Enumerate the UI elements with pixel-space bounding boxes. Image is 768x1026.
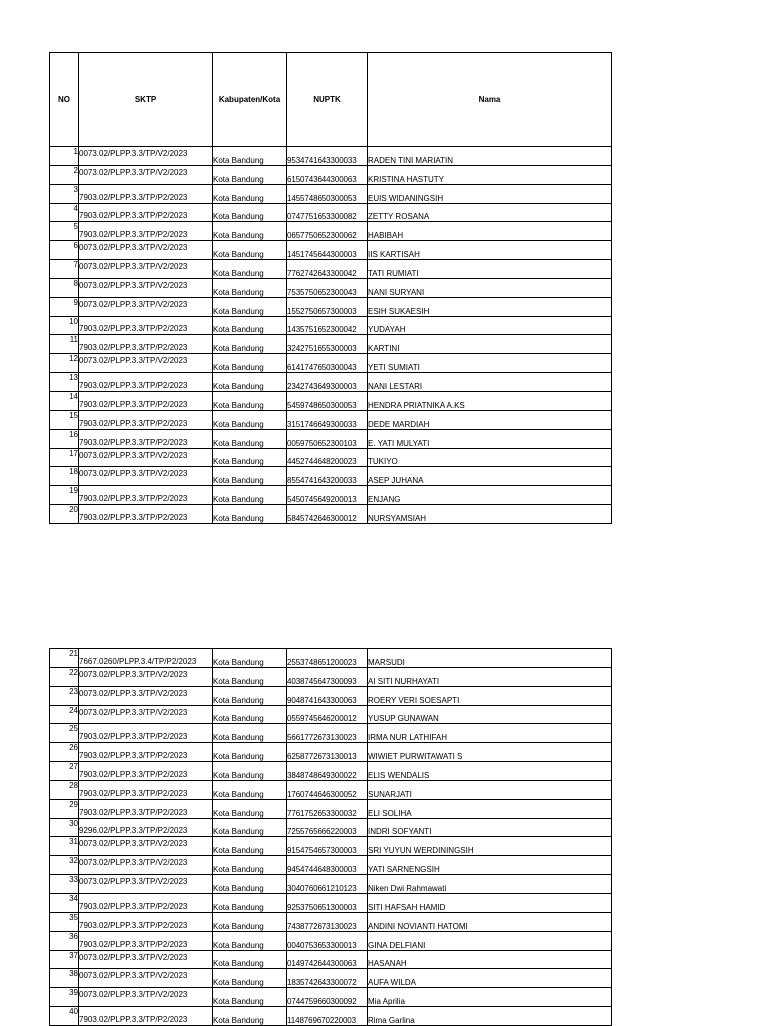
cell-nama: E. YATI MULYATI <box>368 429 612 448</box>
table-row <box>50 505 612 524</box>
table-row <box>50 875 612 894</box>
cell-nuptk: 4038745647300093 <box>287 667 368 686</box>
cell-sktp: 0073.02/PLPP.3.3/TP/V2/2023 <box>79 875 213 894</box>
cell-no: 8 <box>50 278 79 297</box>
cell-kabupaten: Kota Bandung <box>213 297 287 316</box>
cell-no: 12 <box>50 354 79 373</box>
cell-nama: ROERY VERI SOESAPTI <box>368 686 612 705</box>
cell-no: 17 <box>50 448 79 467</box>
cell-nuptk: 0059750652300103 <box>287 429 368 448</box>
cell-kabupaten: Kota Bandung <box>213 743 287 762</box>
table-row <box>50 448 612 467</box>
table-row <box>50 486 612 505</box>
cell-sktp: 0073.02/PLPP.3.3/TP/V2/2023 <box>79 667 213 686</box>
cell-kabupaten: Kota Bandung <box>213 1007 287 1026</box>
cell-sktp: 0073.02/PLPP.3.3/TP/V2/2023 <box>79 448 213 467</box>
cell-nama: RADEN TINI MARIATIN <box>368 147 612 166</box>
header-no: NO <box>50 53 79 147</box>
table-row <box>50 649 612 668</box>
header-kabupaten: Kabupaten/Kota <box>213 53 287 147</box>
cell-nama: ESIH SUKAESIH <box>368 297 612 316</box>
cell-kabupaten: Kota Bandung <box>213 260 287 279</box>
cell-nama: NANI LESTARI <box>368 373 612 392</box>
teacher-table-1 <box>49 52 612 524</box>
cell-nuptk: 2553748651200023 <box>287 649 368 668</box>
cell-nuptk: 7761752653300032 <box>287 799 368 818</box>
cell-nama: SRI YUYUN WERDININGSIH <box>368 837 612 856</box>
cell-no: 28 <box>50 780 79 799</box>
cell-kabupaten: Kota Bandung <box>213 837 287 856</box>
cell-nama: HASANAH <box>368 950 612 969</box>
cell-kabupaten: Kota Bandung <box>213 875 287 894</box>
cell-nuptk: 5845742646300012 <box>287 505 368 524</box>
cell-kabupaten: Kota Bandung <box>213 278 287 297</box>
cell-sktp: 0073.02/PLPP.3.3/TP/V2/2023 <box>79 705 213 724</box>
table-row <box>50 297 612 316</box>
cell-sktp: 0073.02/PLPP.3.3/TP/V2/2023 <box>79 467 213 486</box>
cell-kabupaten: Kota Bandung <box>213 241 287 260</box>
cell-nuptk: 0149742644300063 <box>287 950 368 969</box>
cell-no: 11 <box>50 335 79 354</box>
table-row <box>50 147 612 166</box>
cell-nuptk: 4452744648200023 <box>287 448 368 467</box>
table-row <box>50 467 612 486</box>
cell-kabupaten: Kota Bandung <box>213 335 287 354</box>
cell-sktp: 0073.02/PLPP.3.3/TP/V2/2023 <box>79 147 213 166</box>
cell-sktp: 7903.02/PLPP.3.3/TP/P2/2023 <box>79 203 213 222</box>
cell-nuptk: 1760744646300052 <box>287 780 368 799</box>
table-row <box>50 686 612 705</box>
cell-sktp: 7903.02/PLPP.3.3/TP/P2/2023 <box>79 410 213 429</box>
cell-no: 19 <box>50 486 79 505</box>
cell-sktp: 0073.02/PLPP.3.3/TP/V2/2023 <box>79 969 213 988</box>
cell-sktp: 7903.02/PLPP.3.3/TP/P2/2023 <box>79 931 213 950</box>
cell-no: 22 <box>50 667 79 686</box>
cell-sktp: 7903.02/PLPP.3.3/TP/P2/2023 <box>79 724 213 743</box>
table-row <box>50 241 612 260</box>
header-nama: Nama <box>368 53 612 147</box>
cell-nama: NURSYAMSIAH <box>368 505 612 524</box>
cell-kabupaten: Kota Bandung <box>213 856 287 875</box>
cell-kabupaten: Kota Bandung <box>213 429 287 448</box>
table-row <box>50 969 612 988</box>
cell-no: 30 <box>50 818 79 837</box>
cell-nama: INDRI SOFYANTI <box>368 818 612 837</box>
table-row <box>50 705 612 724</box>
cell-no: 14 <box>50 391 79 410</box>
cell-nuptk: 6141747650300043 <box>287 354 368 373</box>
cell-kabupaten: Kota Bandung <box>213 373 287 392</box>
cell-nuptk: 1435751652300042 <box>287 316 368 335</box>
header-row <box>50 53 612 147</box>
cell-sktp: 0073.02/PLPP.3.3/TP/V2/2023 <box>79 297 213 316</box>
cell-no: 39 <box>50 988 79 1007</box>
cell-kabupaten: Kota Bandung <box>213 705 287 724</box>
cell-no: 16 <box>50 429 79 448</box>
cell-nama: YUDAYAH <box>368 316 612 335</box>
cell-kabupaten: Kota Bandung <box>213 649 287 668</box>
cell-nuptk: 5450745649200013 <box>287 486 368 505</box>
cell-nama: DEDE MARDIAH <box>368 410 612 429</box>
cell-kabupaten: Kota Bandung <box>213 969 287 988</box>
cell-nuptk: 7535750652300043 <box>287 278 368 297</box>
table-row <box>50 837 612 856</box>
cell-no: 4 <box>50 203 79 222</box>
table-row <box>50 184 612 203</box>
cell-no: 10 <box>50 316 79 335</box>
cell-nama: KRISTINA HASTUTY <box>368 165 612 184</box>
cell-sktp: 7903.02/PLPP.3.3/TP/P2/2023 <box>79 780 213 799</box>
cell-no: 5 <box>50 222 79 241</box>
table-row <box>50 278 612 297</box>
cell-kabupaten: Kota Bandung <box>213 893 287 912</box>
cell-kabupaten: Kota Bandung <box>213 467 287 486</box>
table-row <box>50 950 612 969</box>
cell-kabupaten: Kota Bandung <box>213 316 287 335</box>
cell-no: 1 <box>50 147 79 166</box>
cell-sktp: 0073.02/PLPP.3.3/TP/V2/2023 <box>79 988 213 1007</box>
cell-nuptk: 9154754657300003 <box>287 837 368 856</box>
cell-nuptk: 9048741643300063 <box>287 686 368 705</box>
table-row <box>50 856 612 875</box>
cell-sktp: 7903.02/PLPP.3.3/TP/P2/2023 <box>79 486 213 505</box>
cell-kabupaten: Kota Bandung <box>213 799 287 818</box>
cell-sktp: 7903.02/PLPP.3.3/TP/P2/2023 <box>79 1007 213 1026</box>
cell-no: 37 <box>50 950 79 969</box>
cell-kabupaten: Kota Bandung <box>213 762 287 781</box>
cell-no: 3 <box>50 184 79 203</box>
cell-kabupaten: Kota Bandung <box>213 505 287 524</box>
table-row <box>50 1007 612 1026</box>
cell-nuptk: 9253750651300003 <box>287 893 368 912</box>
cell-nama: Mia Aprilia <box>368 988 612 1007</box>
cell-sktp: 0073.02/PLPP.3.3/TP/V2/2023 <box>79 165 213 184</box>
cell-no: 34 <box>50 893 79 912</box>
cell-nama: IIS KARTISAH <box>368 241 612 260</box>
cell-nuptk: 8554741643200033 <box>287 467 368 486</box>
table-row <box>50 165 612 184</box>
cell-kabupaten: Kota Bandung <box>213 354 287 373</box>
cell-nama: SITI HAFSAH HAMID <box>368 893 612 912</box>
table-row <box>50 429 612 448</box>
cell-kabupaten: Kota Bandung <box>213 931 287 950</box>
cell-no: 13 <box>50 373 79 392</box>
cell-sktp: 7903.02/PLPP.3.3/TP/P2/2023 <box>79 762 213 781</box>
cell-kabupaten: Kota Bandung <box>213 184 287 203</box>
cell-nuptk: 1552750657300003 <box>287 297 368 316</box>
cell-sktp: 7903.02/PLPP.3.3/TP/P2/2023 <box>79 893 213 912</box>
cell-nuptk: 7762742643300042 <box>287 260 368 279</box>
cell-nuptk: 1148769670220003 <box>287 1007 368 1026</box>
cell-sktp: 7667.0260/PLPP.3.4/TP/P2/2023 <box>79 649 213 668</box>
cell-kabupaten: Kota Bandung <box>213 912 287 931</box>
cell-nama: ENJANG <box>368 486 612 505</box>
table-row <box>50 893 612 912</box>
cell-nama: IRMA NUR LATHIFAH <box>368 724 612 743</box>
cell-no: 18 <box>50 467 79 486</box>
cell-nuptk: 9534741643300033 <box>287 147 368 166</box>
cell-sktp: 7903.02/PLPP.3.3/TP/P2/2023 <box>79 743 213 762</box>
table-row <box>50 931 612 950</box>
cell-nuptk: 5459748650300053 <box>287 391 368 410</box>
cell-kabupaten: Kota Bandung <box>213 203 287 222</box>
table-row <box>50 203 612 222</box>
cell-sktp: 7903.02/PLPP.3.3/TP/P2/2023 <box>79 222 213 241</box>
cell-nama: YUSUP GUNAWAN <box>368 705 612 724</box>
cell-no: 6 <box>50 241 79 260</box>
cell-kabupaten: Kota Bandung <box>213 988 287 1007</box>
table-row <box>50 354 612 373</box>
cell-no: 24 <box>50 705 79 724</box>
cell-sktp: 9296.02/PLPP.3.3/TP/P2/2023 <box>79 818 213 837</box>
cell-sktp: 0073.02/PLPP.3.3/TP/V2/2023 <box>79 837 213 856</box>
cell-nama: MARSUDI <box>368 649 612 668</box>
cell-no: 33 <box>50 875 79 894</box>
cell-no: 2 <box>50 165 79 184</box>
table-row <box>50 780 612 799</box>
cell-sktp: 0073.02/PLPP.3.3/TP/V2/2023 <box>79 686 213 705</box>
cell-nama: SUNARJATI <box>368 780 612 799</box>
cell-sktp: 7903.02/PLPP.3.3/TP/P2/2023 <box>79 184 213 203</box>
header-nuptk: NUPTK <box>287 53 368 147</box>
cell-nuptk: 1451745644300003 <box>287 241 368 260</box>
table-row <box>50 667 612 686</box>
cell-nama: YATI SARNENGSIH <box>368 856 612 875</box>
cell-no: 40 <box>50 1007 79 1026</box>
cell-kabupaten: Kota Bandung <box>213 486 287 505</box>
cell-nuptk: 7255765666220003 <box>287 818 368 837</box>
cell-nama: Niken Dwi Rahmawati <box>368 875 612 894</box>
cell-nama: TUKIYO <box>368 448 612 467</box>
cell-nama: HABIBAH <box>368 222 612 241</box>
cell-sktp: 0073.02/PLPP.3.3/TP/V2/2023 <box>79 260 213 279</box>
cell-nama: ZETTY ROSANA <box>368 203 612 222</box>
cell-kabupaten: Kota Bandung <box>213 667 287 686</box>
table-row <box>50 743 612 762</box>
cell-nama: YETI SUMIATI <box>368 354 612 373</box>
cell-nama: EUIS WIDANINGSIH <box>368 184 612 203</box>
cell-nuptk: 3040760661210123 <box>287 875 368 894</box>
table-body <box>50 649 612 1026</box>
cell-sktp: 7903.02/PLPP.3.3/TP/P2/2023 <box>79 912 213 931</box>
cell-nama: GINA DELFIANI <box>368 931 612 950</box>
cell-no: 35 <box>50 912 79 931</box>
cell-no: 20 <box>50 505 79 524</box>
cell-nuptk: 6258772673130013 <box>287 743 368 762</box>
cell-nuptk: 1455748650300053 <box>287 184 368 203</box>
table-row <box>50 799 612 818</box>
cell-nuptk: 3242751655300003 <box>287 335 368 354</box>
cell-sktp: 7903.02/PLPP.3.3/TP/P2/2023 <box>79 505 213 524</box>
cell-sktp: 7903.02/PLPP.3.3/TP/P2/2023 <box>79 373 213 392</box>
table-body <box>50 147 612 524</box>
table-row <box>50 912 612 931</box>
teacher-table-2 <box>49 648 612 1026</box>
cell-sktp: 7903.02/PLPP.3.3/TP/P2/2023 <box>79 391 213 410</box>
cell-kabupaten: Kota Bandung <box>213 950 287 969</box>
cell-no: 7 <box>50 260 79 279</box>
cell-nuptk: 3848748649300022 <box>287 762 368 781</box>
cell-nama: ELI SOLIHA <box>368 799 612 818</box>
cell-nama: AI SITI NURHAYATI <box>368 667 612 686</box>
cell-sktp: 0073.02/PLPP.3.3/TP/V2/2023 <box>79 856 213 875</box>
table-row <box>50 988 612 1007</box>
cell-no: 9 <box>50 297 79 316</box>
table-row <box>50 410 612 429</box>
cell-no: 26 <box>50 743 79 762</box>
cell-nuptk: 5661772673130023 <box>287 724 368 743</box>
table-row <box>50 724 612 743</box>
cell-nama: TATI RUMIATI <box>368 260 612 279</box>
cell-nuptk: 2342743649300003 <box>287 373 368 392</box>
cell-sktp: 7903.02/PLPP.3.3/TP/P2/2023 <box>79 429 213 448</box>
cell-nama: ANDINI NOVIANTI HATOMI <box>368 912 612 931</box>
cell-no: 29 <box>50 799 79 818</box>
cell-sktp: 7903.02/PLPP.3.3/TP/P2/2023 <box>79 316 213 335</box>
cell-no: 36 <box>50 931 79 950</box>
cell-nama: AUFA WILDA <box>368 969 612 988</box>
cell-kabupaten: Kota Bandung <box>213 686 287 705</box>
cell-nama: ELIS WENDALIS <box>368 762 612 781</box>
table-row <box>50 222 612 241</box>
cell-no: 38 <box>50 969 79 988</box>
cell-sktp: 0073.02/PLPP.3.3/TP/V2/2023 <box>79 354 213 373</box>
table-row <box>50 260 612 279</box>
cell-sktp: 0073.02/PLPP.3.3/TP/V2/2023 <box>79 278 213 297</box>
table-header <box>50 53 612 147</box>
header-sktp: SKTP <box>79 53 213 147</box>
cell-sktp: 0073.02/PLPP.3.3/TP/V2/2023 <box>79 950 213 969</box>
table-row <box>50 316 612 335</box>
cell-kabupaten: Kota Bandung <box>213 410 287 429</box>
cell-kabupaten: Kota Bandung <box>213 724 287 743</box>
cell-no: 25 <box>50 724 79 743</box>
cell-nuptk: 0747751653300082 <box>287 203 368 222</box>
cell-kabupaten: Kota Bandung <box>213 391 287 410</box>
table-row <box>50 335 612 354</box>
cell-no: 31 <box>50 837 79 856</box>
cell-kabupaten: Kota Bandung <box>213 448 287 467</box>
cell-nama: Rima Garlina <box>368 1007 612 1026</box>
cell-nuptk: 6150743644300063 <box>287 165 368 184</box>
table-row <box>50 762 612 781</box>
cell-nuptk: 0657750652300062 <box>287 222 368 241</box>
cell-no: 15 <box>50 410 79 429</box>
cell-nama: NANI SURYANI <box>368 278 612 297</box>
cell-nama: KARTINI <box>368 335 612 354</box>
cell-kabupaten: Kota Bandung <box>213 147 287 166</box>
cell-nama: ASEP JUHANA <box>368 467 612 486</box>
cell-nuptk: 0744759660300092 <box>287 988 368 1007</box>
cell-sktp: 7903.02/PLPP.3.3/TP/P2/2023 <box>79 335 213 354</box>
cell-kabupaten: Kota Bandung <box>213 780 287 799</box>
cell-kabupaten: Kota Bandung <box>213 818 287 837</box>
cell-nuptk: 1835742643300072 <box>287 969 368 988</box>
cell-no: 21 <box>50 649 79 668</box>
cell-kabupaten: Kota Bandung <box>213 165 287 184</box>
cell-kabupaten: Kota Bandung <box>213 222 287 241</box>
cell-no: 27 <box>50 762 79 781</box>
cell-sktp: 7903.02/PLPP.3.3/TP/P2/2023 <box>79 799 213 818</box>
cell-no: 32 <box>50 856 79 875</box>
cell-nuptk: 0040753653300013 <box>287 931 368 950</box>
table-row <box>50 391 612 410</box>
cell-nama: WIWIET PURWITAWATI S <box>368 743 612 762</box>
table-row <box>50 818 612 837</box>
cell-nuptk: 9454744648300003 <box>287 856 368 875</box>
table-row <box>50 373 612 392</box>
cell-nuptk: 3151746649300033 <box>287 410 368 429</box>
cell-nuptk: 0559745646200012 <box>287 705 368 724</box>
cell-nuptk: 7438772673130023 <box>287 912 368 931</box>
cell-no: 23 <box>50 686 79 705</box>
cell-sktp: 0073.02/PLPP.3.3/TP/V2/2023 <box>79 241 213 260</box>
cell-nama: HENDRA PRIATNIKA A.KS <box>368 391 612 410</box>
